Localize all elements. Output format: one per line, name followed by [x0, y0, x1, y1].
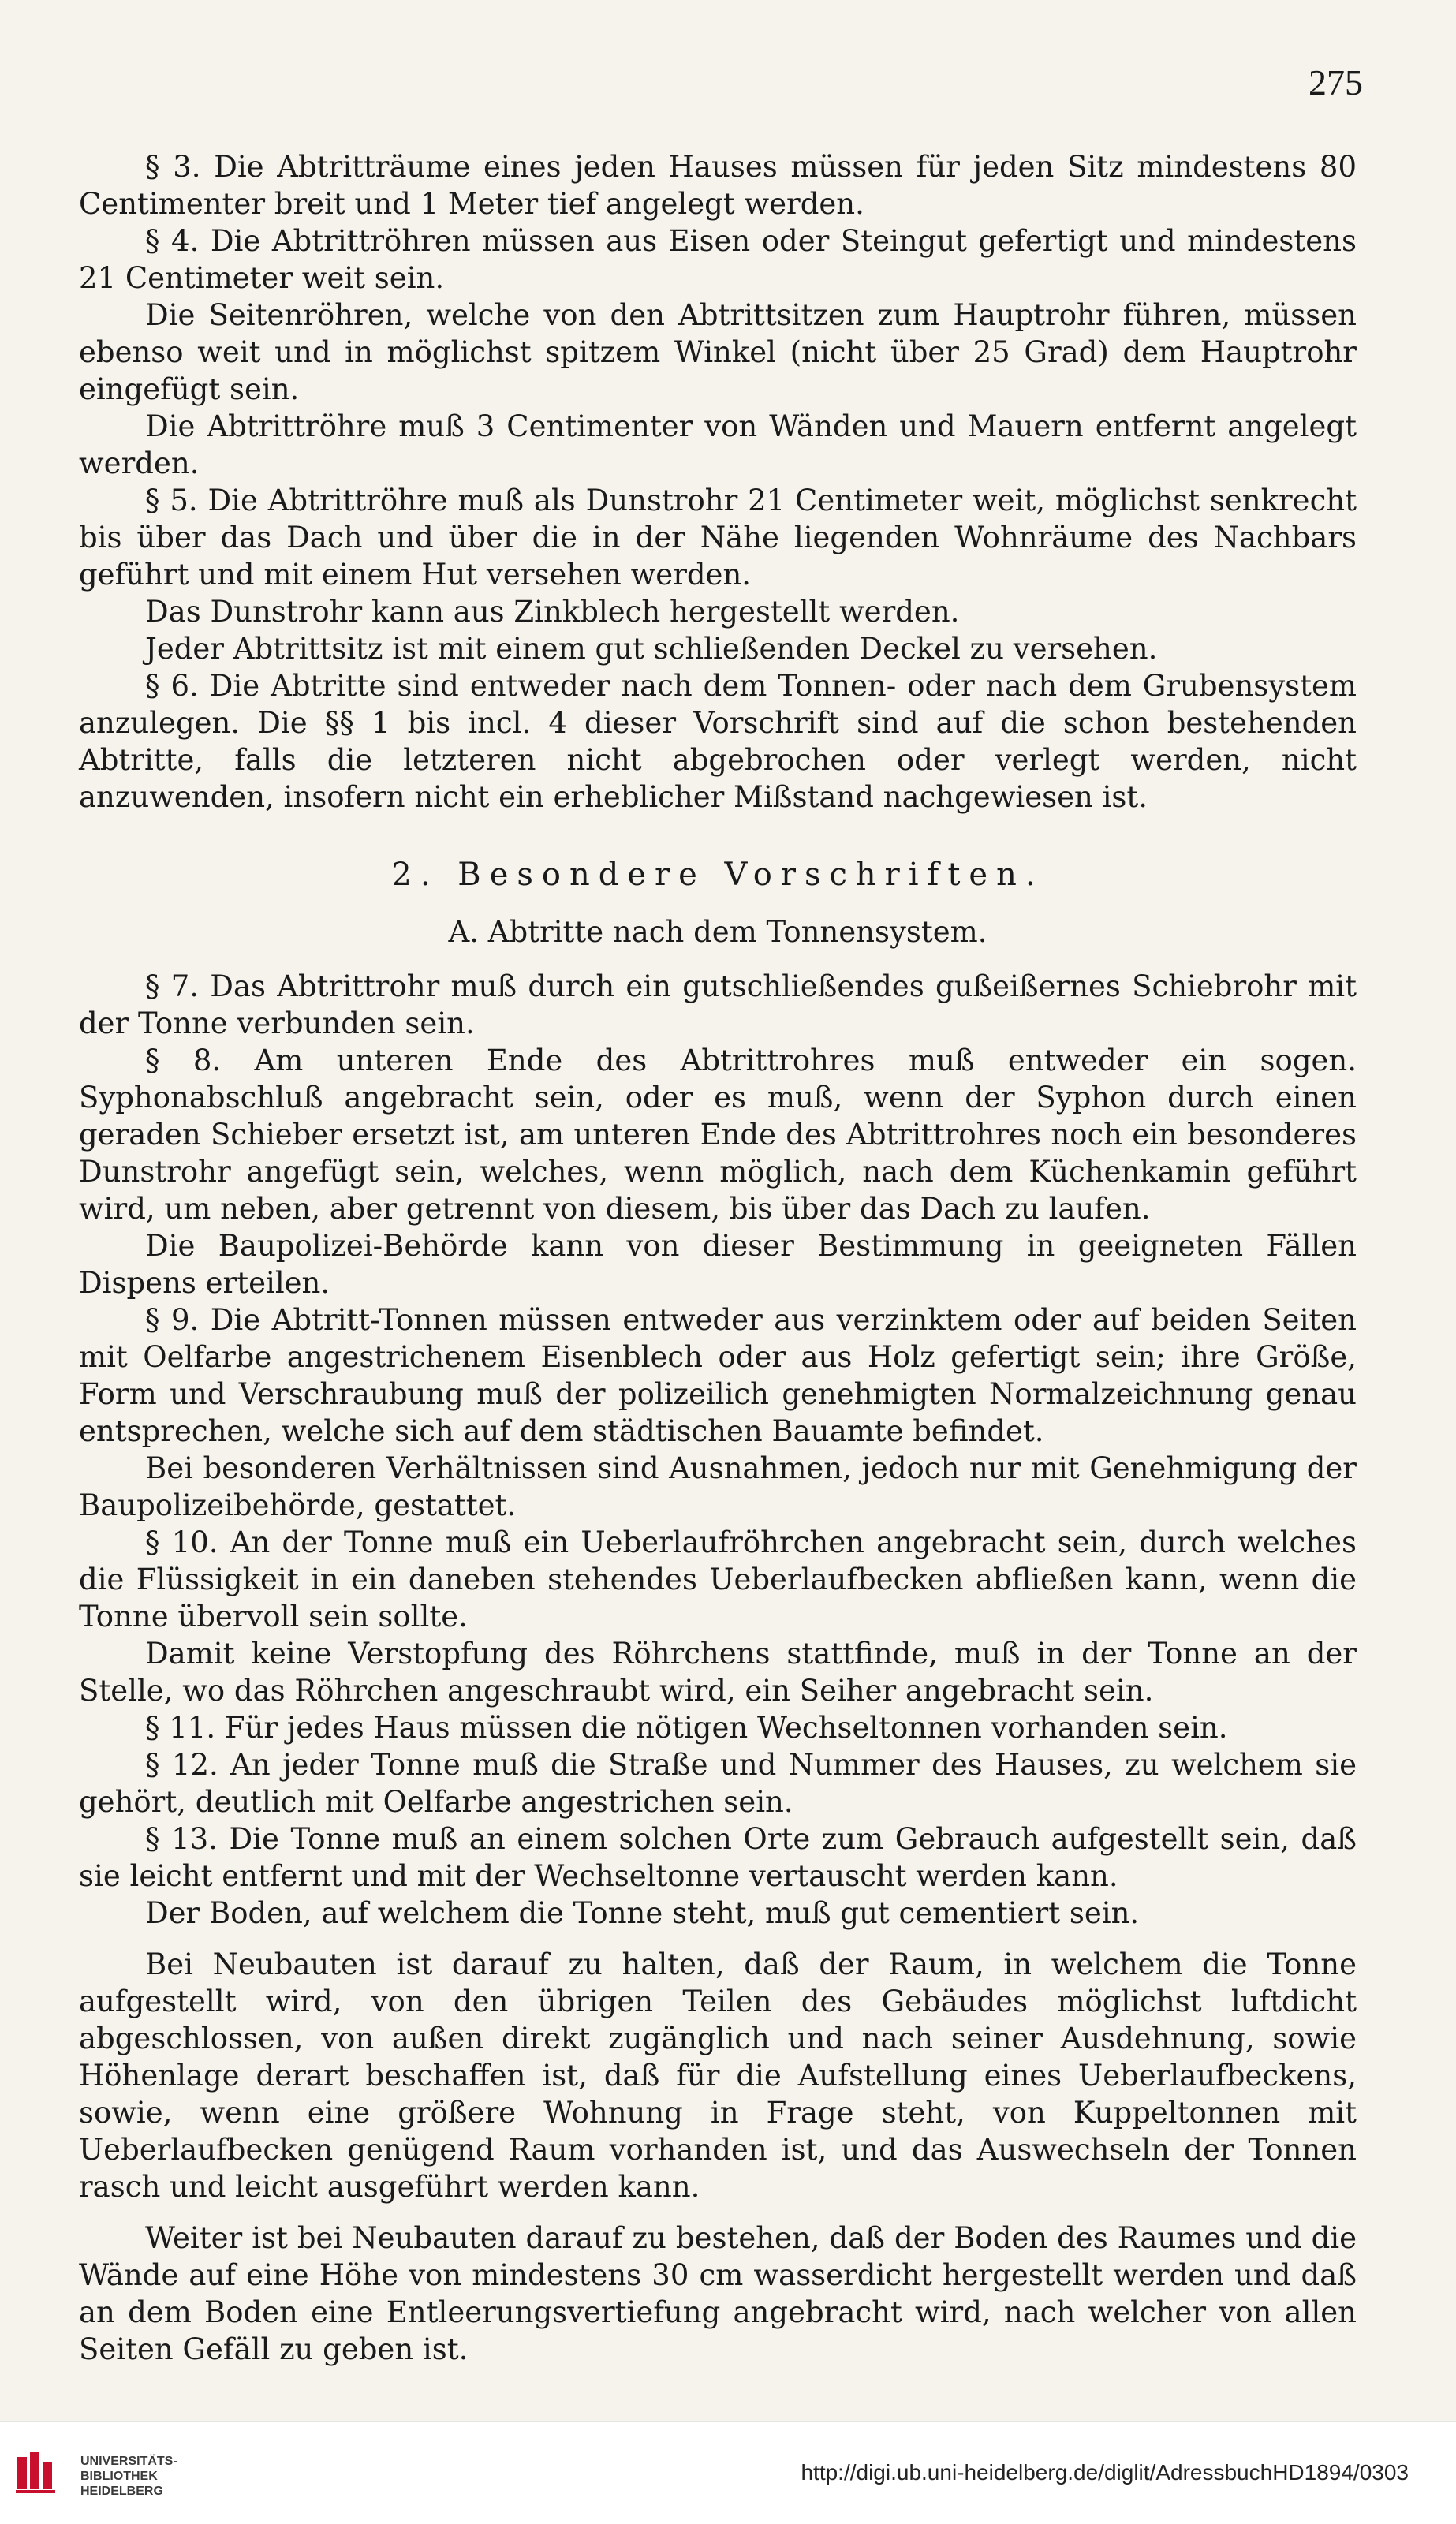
- paragraph: Die Seitenröhren, welche von den Abtrittsitzen zum Hauptrohr führen, müssen ebenso weit und in möglichst spitzem Winkel (nicht über 25 Grad) dem Hauptrohr eingefügt sein.: [79, 298, 1357, 406]
- paragraph: Die Baupolizei-Behörde kann von dieser Bestimmung in geeigneten Fällen Dispens erteilen.: [79, 1229, 1357, 1300]
- general-regulations: [79, 148, 1357, 816]
- paragraph: § 10. An der Tonne muß ein Ueberlaufröhrchen angebracht sein, durch welches die Flüssigkeit in ein daneben stehendes Ueberlaufbecken abfließen kann, wenn die Tonne übervoll sein sollte.: [79, 1525, 1357, 1634]
- page-body: [79, 148, 1357, 2368]
- paragraph: § 13. Die Tonne muß an einem solchen Orte zum Gebrauch aufgestellt sein, daß sie leicht entfernt und mit der Wechseltonne vertauscht werden kann.: [79, 1822, 1357, 1893]
- paragraph: § 7. Das Abtrittrohr muß durch ein gutschließendes gußeißernes Schiebrohr mit der Tonne verbunden sein.: [79, 969, 1357, 1040]
- paragraph: § 11. Für jedes Haus müssen die nötigen Wechseltonnen vorhanden sein.: [145, 1711, 1228, 1745]
- sub-heading: A. Abtritte nach dem Tonnensystem.: [448, 915, 987, 949]
- special-regulations: [79, 968, 1357, 2368]
- footer-bar: [0, 2421, 1456, 2524]
- page-number: 275: [1309, 62, 1363, 103]
- paragraph: § 12. An jeder Tonne muß die Straße und Nummer des Hauses, zu welchem sie gehört, deutlich mit Oelfarbe angestrichen sein.: [79, 1748, 1357, 1819]
- paragraph: Der Boden, auf welchem die Tonne steht, muß gut cementiert sein.: [145, 1896, 1140, 1930]
- source-url-link[interactable]: http://digi.ub.uni-heidelberg.de/diglit/AdressbuchHD1894/0303: [801, 2460, 1409, 2485]
- paragraph: Jeder Abtrittsitz ist mit einem gut schließenden Deckel zu versehen.: [145, 632, 1158, 666]
- logo-line: BIBLIOTHEK: [80, 2470, 158, 2483]
- paragraph: § 6. Die Abtritte sind entweder nach dem Tonnen- oder nach dem Grubensystem anzulegen. Die §§ 1 bis incl. 4 dieser Vorschrift sind auf die schon bestehenden Abtritte, falls die letzteren nicht abgebrochen oder verlegt werden, nicht anzuwenden, insofern nicht ein erheblicher Mißstand nachgewiesen ist.: [79, 669, 1357, 814]
- paragraph: Bei Neubauten ist darauf zu halten, daß der Raum, in welchem die Tonne aufgestellt wird, von den übrigen Teilen des Gebäudes möglichst luftdicht abgeschlossen, von außen direkt zugänglich und nach seiner Ausdehnung, sowie Höhenlage derart beschaffen ist, daß für die Aufstellung eines Ueberlaufbeckens, sowie, wenn eine größere Wohnung in Frage steht, von Kuppeltonnen mit Ueberlaufbecken genügend Raum vorhanden ist, und das Auswechseln der Tonnen rasch und leicht ausgeführt werden kann.: [79, 1947, 1357, 2204]
- paragraph: § 3. Die Abtritträume eines jeden Hauses müssen für jeden Sitz mindestens 80 Centimenter breit und 1 Meter tief angelegt werden.: [79, 150, 1357, 221]
- library-logo[interactable]: [14, 2443, 196, 2506]
- university-library-logo-icon: [14, 2449, 62, 2496]
- logo-text: [80, 2454, 177, 2499]
- paragraph: Die Abtrittröhre muß 3 Centimenter von Wänden und Mauern entfernt angelegt werden.: [79, 409, 1357, 480]
- paragraph: Damit keine Verstopfung des Röhrchens stattfinde, muß in der Tonne an der Stelle, wo das Röhrchen angeschraubt wird, ein Seiher angebracht sein.: [79, 1637, 1357, 1708]
- paragraph: § 9. Die Abtritt-Tonnen müssen entweder aus verzinktem oder auf beiden Seiten mit Oelfarbe angestrichenem Eisenblech oder aus Holz gefertigt sein; ihre Größe, Form und Verschraubung muß der polizeilich genehmigten Normalzeichnung genau entsprechen, welche sich auf dem städtischen Bauamte befindet.: [79, 1303, 1357, 1448]
- paragraph: Das Dunstrohr kann aus Zinkblech hergestellt werden.: [145, 595, 960, 629]
- logo-line: HEIDELBERG: [80, 2485, 163, 2498]
- section-heading: 2. Besondere Vorschriften.: [391, 857, 1044, 893]
- paragraph: § 8. Am unteren Ende des Abtrittrohres muß entweder ein sogen. Syphonabschluß angebracht sein, oder es muß, wenn der Syphon durch einen geraden Schieber ersetzt ist, am unteren Ende des Abtrittrohres noch ein besonderes Dunstrohr angefügt sein, welches, wenn möglich, nach dem Küchenkamin geführt wird, um neben, aber getrennt von diesem, bis über das Dach zu laufen.: [79, 1044, 1357, 1226]
- paragraph: Weiter ist bei Neubauten darauf zu bestehen, daß der Boden des Raumes und die Wände auf eine Höhe von mindestens 30 cm wasserdicht hergestellt werden und daß an dem Boden eine Entleerungsvertiefung angebracht wird, nach welcher von allen Seiten Gefäll zu geben ist.: [79, 2221, 1357, 2366]
- paragraph: § 5. Die Abtrittröhre muß als Dunstrohr 21 Centimeter weit, möglichst senkrecht bis über das Dach und über die in der Nähe liegenden Wohnräume des Nachbars geführt und mit einem Hut versehen werden.: [79, 484, 1357, 592]
- logo-line: UNIVERSITÄTS-: [80, 2455, 177, 2468]
- paragraph: § 4. Die Abtrittröhren müssen aus Eisen oder Steingut gefertigt und mindestens 21 Centimeter weit sein.: [79, 224, 1357, 295]
- paragraph: Bei besonderen Verhältnissen sind Ausnahmen, jedoch nur mit Genehmigung der Baupolizeibehörde, gestattet.: [79, 1451, 1357, 1522]
